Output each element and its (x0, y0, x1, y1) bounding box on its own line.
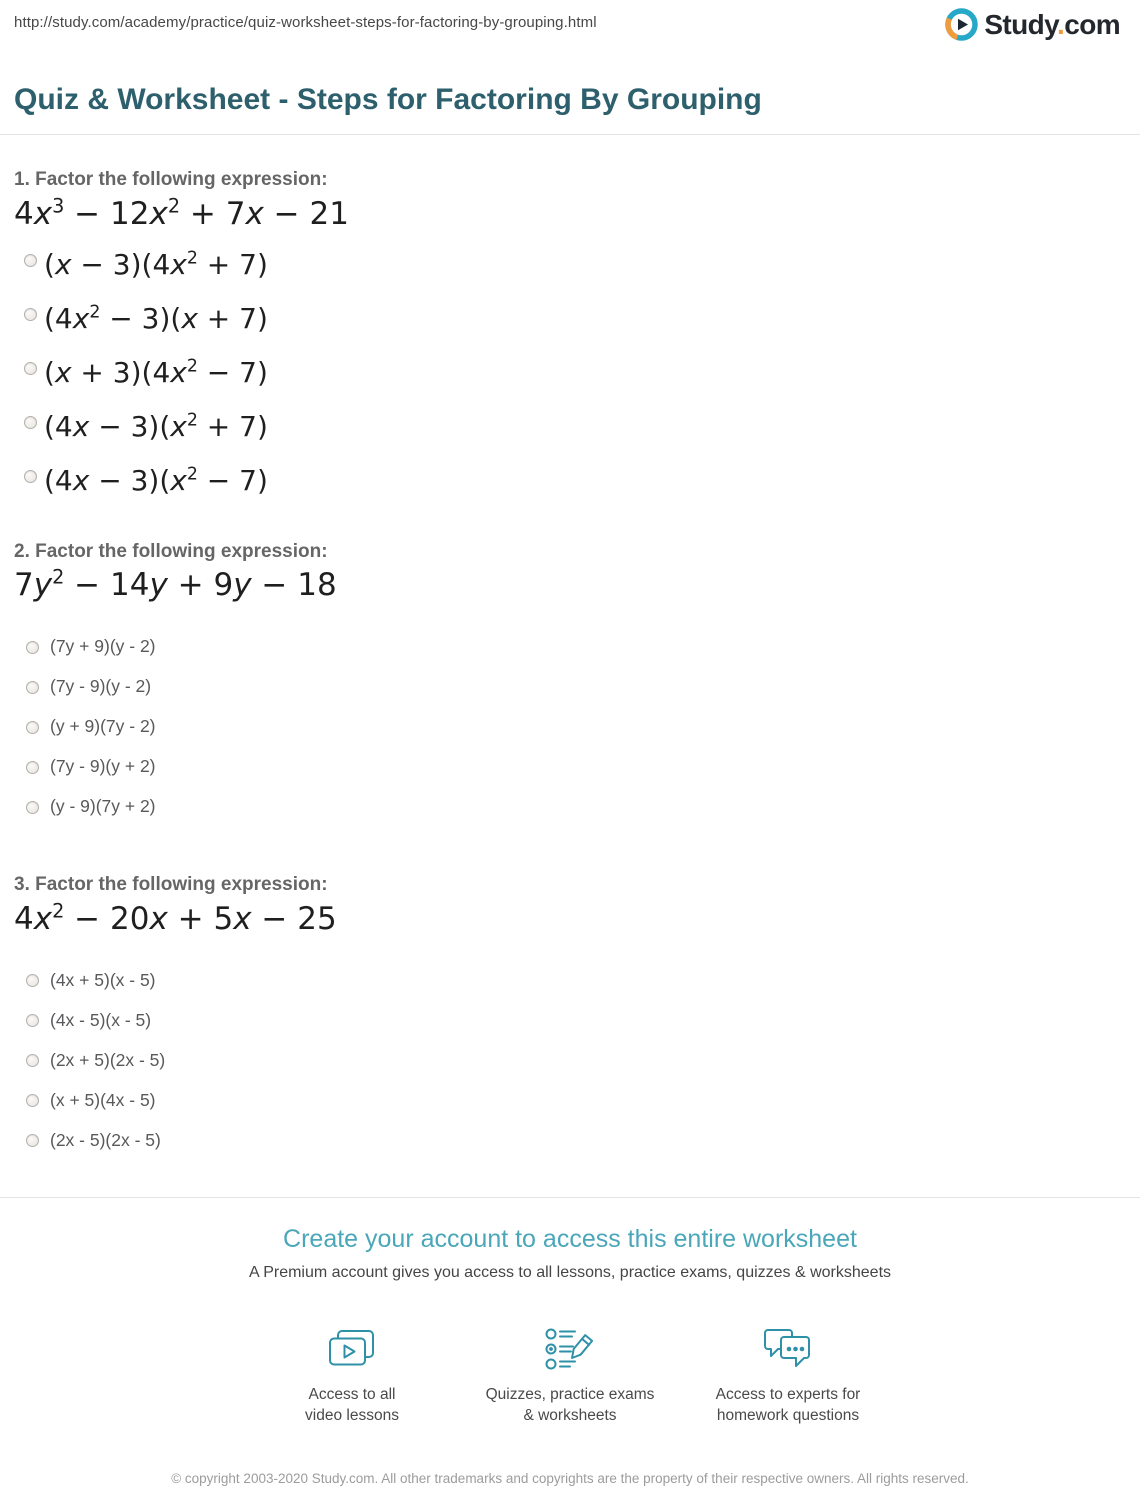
q2-option-3[interactable] (14, 707, 1126, 747)
q1-option-3-radio[interactable] (24, 362, 37, 375)
q1-option-2-radio[interactable] (24, 308, 37, 321)
q1-option-2[interactable] (14, 296, 1126, 346)
q2-option-4-radio[interactable] (26, 761, 39, 774)
q3-option-5[interactable] (14, 1121, 1126, 1161)
question-1-prompt: 1. Factor the following expression: (14, 169, 328, 190)
question-2-options (14, 627, 1126, 827)
video-lessons-icon (243, 1316, 461, 1372)
q3-option-3-radio[interactable] (26, 1054, 39, 1067)
q3-option-3-label: (2x + 5)(2x - 5) (50, 1050, 166, 1071)
q1-option-3[interactable] (14, 350, 1126, 400)
copyright-notice: © copyright 2003-2020 Study.com. All other trademarks and copyrights are the property of their respective owners. All rights reserved. (171, 1471, 969, 1487)
studycom-logo[interactable] (943, 6, 1120, 43)
q2-option-5-radio[interactable] (26, 801, 39, 814)
q2-option-1-label: (7y + 9)(y - 2) (50, 636, 156, 657)
studycom-logo-text: Study.com (984, 8, 1120, 40)
chat-experts-icon (679, 1316, 897, 1372)
q1-option-1-label: $(x - 3)(4x^2 + 7)$ (44, 247, 268, 281)
question-2-expression: $7y^2 - 14y + 9y - 18$ (14, 566, 337, 604)
feature-list (0, 1316, 1140, 1427)
page-url: http://study.com/academy/practice/quiz-worksheet-steps-for-factoring-by-grouping.html (14, 14, 597, 31)
q2-option-4-label: (7y - 9)(y + 2) (50, 756, 156, 777)
feature-video-lessons-label: Access to all video lessons (305, 1385, 399, 1425)
q3-option-1-label: (4x + 5)(x - 5) (50, 970, 156, 991)
signup-subheading: A Premium account gives you access to all lessons, practice exams, quizzes & worksheets (248, 1263, 892, 1281)
page-title: Quiz & Worksheet - Steps for Factoring By Grouping (14, 83, 762, 116)
feature-quizzes-worksheets-label: Quizzes, practice exams & worksheets (485, 1385, 655, 1425)
q2-option-5[interactable] (14, 787, 1126, 827)
logo-dot: . (1057, 8, 1065, 40)
q3-option-4-radio[interactable] (26, 1094, 39, 1107)
q1-option-5-radio[interactable] (24, 470, 37, 483)
question-2-prompt: 2. Factor the following expression: (14, 540, 328, 562)
q1-option-3-label: $(x + 3)(4x^2 - 7)$ (44, 355, 268, 389)
q2-option-2[interactable] (14, 667, 1126, 707)
q2-option-2-label: (7y - 9)(y - 2) (50, 676, 152, 697)
q3-option-1-radio[interactable] (26, 974, 39, 987)
q2-option-5-label: (y - 9)(7y + 2) (50, 796, 156, 817)
q3-option-2-radio[interactable] (26, 1014, 39, 1027)
q3-option-2-label: (4x - 5)(x - 5) (50, 1010, 152, 1031)
q1-option-5-label: $(4x - 3)(x^2 - 7)$ (44, 463, 268, 497)
q3-option-1[interactable] (14, 961, 1126, 1001)
signup-section (0, 1224, 1140, 1427)
q1-option-4[interactable] (14, 404, 1126, 454)
q3-option-5-radio[interactable] (26, 1134, 39, 1147)
q1-option-4-radio[interactable] (24, 416, 37, 429)
q2-option-3-radio[interactable] (26, 721, 39, 734)
q3-option-4-label: (x + 5)(4x - 5) (50, 1090, 156, 1111)
question-1-expression: $4x^3 - 12x^2 + 7x - 21$ (14, 194, 349, 232)
q3-option-3[interactable] (14, 1041, 1126, 1081)
q1-option-2-label: $(4x^2 - 3)(x + 7)$ (44, 301, 268, 335)
q1-option-5[interactable] (14, 458, 1126, 508)
studycom-logo-icon (943, 6, 980, 43)
signup-heading: Create your account to access this entire worksheet (283, 1224, 857, 1253)
question-3-options (14, 961, 1126, 1161)
q1-option-4-label: $(4x - 3)(x^2 + 7)$ (44, 409, 268, 443)
quiz-body (0, 168, 1140, 1161)
question-3-expression: $4x^2 - 20x + 5x - 25$ (14, 899, 337, 937)
page-header (0, 0, 1140, 66)
feature-video-lessons (243, 1316, 461, 1427)
feature-quizzes-worksheets (461, 1316, 679, 1427)
question-1-options (14, 242, 1126, 508)
q3-option-5-label: (2x - 5)(2x - 5) (50, 1130, 161, 1151)
q3-option-4[interactable] (14, 1081, 1126, 1121)
q2-option-2-radio[interactable] (26, 681, 39, 694)
q1-option-1-radio[interactable] (24, 254, 37, 267)
question-3-prompt: 3. Factor the following expression: (14, 874, 328, 896)
feature-homework-experts-label: Access to experts for homework questions (715, 1385, 861, 1425)
q2-option-1[interactable] (14, 627, 1126, 667)
q1-option-1[interactable] (14, 242, 1126, 292)
feature-homework-experts (679, 1316, 897, 1427)
title-divider (0, 134, 1140, 135)
q2-option-3-label: (y + 9)(7y - 2) (50, 716, 156, 737)
quizzes-worksheets-icon (461, 1316, 679, 1372)
q3-option-2[interactable] (14, 1001, 1126, 1041)
section-divider (0, 1197, 1140, 1198)
q2-option-4[interactable] (14, 747, 1126, 787)
q2-option-1-radio[interactable] (26, 641, 39, 654)
